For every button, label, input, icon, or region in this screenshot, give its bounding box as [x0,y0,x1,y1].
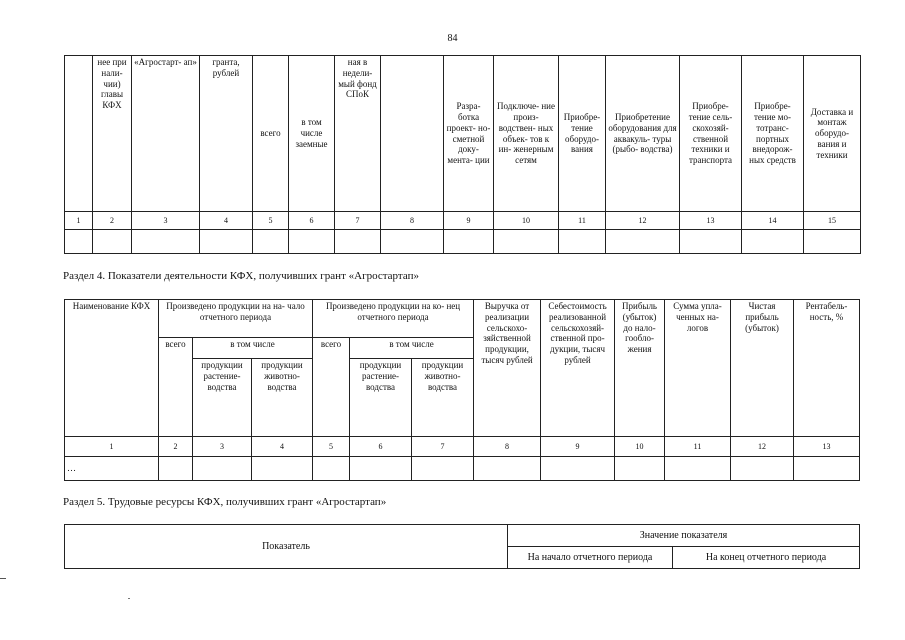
section4-cell [350,457,412,481]
page-number: 84 [447,33,458,44]
table3-header-6: в том числе заемные [289,56,335,212]
section4-colnum: 10 [615,437,665,457]
section4-header-prod-start: Произведено продукции на на- чало отчетного периода [159,300,313,338]
table-section5 [64,524,860,569]
section4-colnum: 3 [193,437,252,457]
table3-colnum: 1 [65,212,93,230]
section4-cell [731,457,794,481]
table3-header-4: гранта, рублей [200,56,253,212]
section4-colnum: 12 [731,437,794,457]
table3-cell [253,230,289,254]
section4-colnum: 13 [794,437,860,457]
section5-heading: Раздел 5. Трудовые ресурсы КФХ, получивших грант «Агростартап» [63,496,387,508]
section4-cell [474,457,541,481]
section4-header-total: всего [313,338,350,437]
table3-header-1 [65,56,93,212]
table3-cell [606,230,680,254]
section5-header-value: Значение показателя [508,525,860,547]
section4-header-net-profit: Чистая прибыль (убыток) [731,300,794,437]
table3-header-8 [381,56,444,212]
table3-cell [680,230,742,254]
section4-header-name: Наименование КФХ [65,300,159,437]
table3-header-9: Разра- ботка проект- но- сметной доку- мента- ции [444,56,494,212]
table3-colnum: 9 [444,212,494,230]
table3-colnum: 12 [606,212,680,230]
table3-header-2: нее при нали- чии) главы КФХ [93,56,132,212]
section5-header-end: На конец отчетного периода [673,547,860,569]
section4-header-taxes: Сумма упла- ченных на- логов [665,300,731,437]
section4-header-profit: Прибыль (убыток) до нало- гообло- жения [615,300,665,437]
section4-header-animal: продукции животно- водства [252,359,313,437]
table-section4 [64,299,860,481]
table3-header-7: ная в недели- мый фонд СПоК [335,56,381,212]
margin-mark [0,578,6,579]
table3-cell [804,230,861,254]
table-section3 [64,55,861,254]
table3-colnum: 14 [742,212,804,230]
table3-cell [93,230,132,254]
section4-colnum: 2 [159,437,193,457]
section4-colnum: 8 [474,437,541,457]
table3-header-14: Приобре- тение мо- тотранс- портных внедорож- ных средств [742,56,804,212]
table3-cell [200,230,253,254]
section4-colnum: 11 [665,437,731,457]
section4-header-total: всего [159,338,193,437]
section4-cell [615,457,665,481]
section4-header-revenue: Выручка от реализации сельскохо- зяйственной продукции, тысяч рублей [474,300,541,437]
table3-colnum: 7 [335,212,381,230]
section4-cell [794,457,860,481]
table3-cell [742,230,804,254]
section4-colnum: 5 [313,437,350,457]
table3-colnum: 8 [381,212,444,230]
table3-header-10: Подключе- ние произ- водствен- ных объек- тов к ин- женерным сетям [494,56,559,212]
section4-row-ellipsis: … [65,457,159,481]
section4-header-animal: продукции животно- водства [412,359,474,437]
table3-header-12: Приобретение оборудования для аквакуль- туры (рыбо- водства) [606,56,680,212]
table3-cell [559,230,606,254]
table3-colnum: 10 [494,212,559,230]
section4-colnum: 6 [350,437,412,457]
section5-header-indicator: Показатель [65,525,508,569]
table3-colnum: 2 [93,212,132,230]
table3-colnum: 3 [132,212,200,230]
section4-colnum: 7 [412,437,474,457]
table3-header-5: всего [253,56,289,212]
table3-header-15: Доставка и монтаж оборудо- вания и техники [804,56,861,212]
table3-cell [132,230,200,254]
table3-colnum: 13 [680,212,742,230]
section4-header-crop: продукции растение- водства [350,359,412,437]
table3-colnum: 6 [289,212,335,230]
section4-header-cost: Себестоимость реализованной сельскохозяй- ственной про- дукции, тысяч рублей [541,300,615,437]
section4-header-profitability: Рентабель- ность, % [794,300,860,437]
table3-colnum: 11 [559,212,606,230]
section4-header-prod-end: Произведено продукции на ко- нец отчетного периода [313,300,474,338]
section4-header-crop: продукции растение- водства [193,359,252,437]
section4-cell [313,457,350,481]
scan-speck [128,598,130,599]
table3-header-13: Приобре- тение сель- скохозяй- ственной техники и транспорта [680,56,742,212]
table3-colnum: 4 [200,212,253,230]
table3-colnum: 5 [253,212,289,230]
section4-colnum: 4 [252,437,313,457]
section4-cell [541,457,615,481]
section4-colnum: 1 [65,437,159,457]
table3-colnum: 15 [804,212,861,230]
section4-cell [252,457,313,481]
section5-header-start: На начало отчетного периода [508,547,673,569]
section4-heading: Раздел 4. Показатели деятельности КФХ, получивших грант «Агростартап» [63,270,419,282]
table3-header-11: Приобре- тение оборудо- вания [559,56,606,212]
section4-cell [412,457,474,481]
table3-cell [335,230,381,254]
section4-colnum: 9 [541,437,615,457]
table3-cell [381,230,444,254]
table3-cell [494,230,559,254]
section4-header-incl: в том числе [350,338,474,359]
section4-cell [193,457,252,481]
section4-header-incl: в том числе [193,338,313,359]
table3-cell [289,230,335,254]
table3-cell [444,230,494,254]
table3-header-3: «Агростарт- ап» [132,56,200,212]
section4-cell [159,457,193,481]
table3-cell [65,230,93,254]
section4-cell [665,457,731,481]
